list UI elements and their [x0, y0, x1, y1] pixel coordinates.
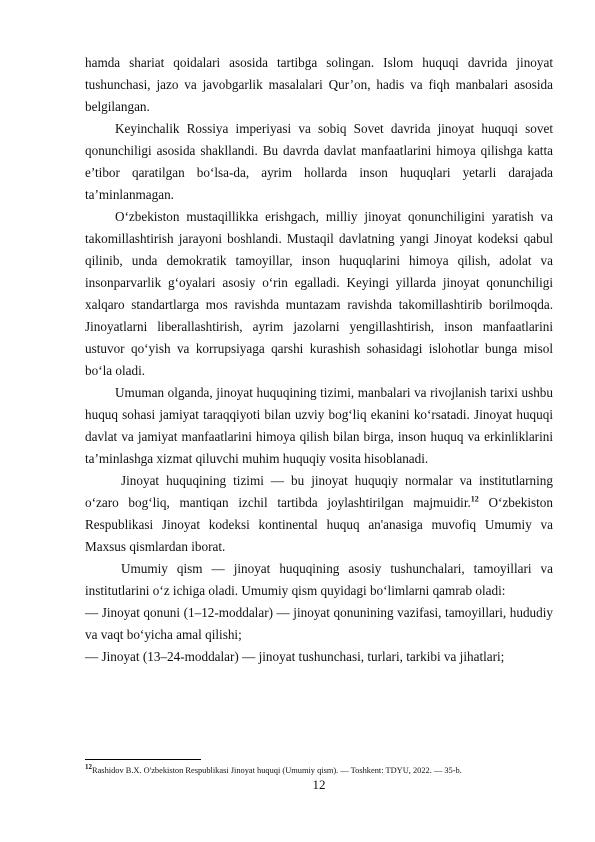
list-item: — Jinoyat (13–24-moddalar) — jinoyat tushunchasi, turlari, tarkibi va jihatlari; — [85, 649, 505, 664]
footnote — [85, 761, 555, 777]
paragraph-5-text: Jinoyat huquqining tizimi — bu jinoyat huquqiy normalar va institutlarning o‘zaro bog‘liq, mantiqan izchil tartibda joylashtirilgan majmuidir. — [85, 473, 553, 510]
paragraph-5-text-cont: O‘zbekiston Respublikasi Jinoyat kodeksi kontinental huquq an'anasiga muvofiq Umumiy va Maxsus qismlardan iborat. — [85, 495, 553, 554]
paragraph-5 — [85, 470, 553, 558]
footnote-divider — [85, 759, 201, 760]
footnote-text: Rashidov B.X. O'zbekiston Respublikasi Jinoyat huquqi (Umumiy qism). — Toshkent: TDYU, 2022. — 35-b. — [92, 765, 462, 775]
footnote-reference[interactable]: 12 — [470, 494, 479, 504]
page-number: 12 — [312, 777, 326, 792]
paragraph-6: Umumiy qism — jinoyat huquqining asosiy tushunchalari, tamoyillari va institutlarini o‘z ichiga oladi. Umumiy qism quyidagi bo‘limlarni qamrab oladi: — [85, 561, 553, 598]
list-item: — Jinoyat qonuni (1–12-moddalar) — jinoyat qonunining vazifasi, tamoyillari, hududiy va vaqt bo‘yicha amal qilishi; — [85, 605, 553, 642]
paragraph-2: Keyinchalik Rossiya imperiyasi va sobiq Sovet davrida jinoyat huquqi sovet qonunchiligi asosida shakllandi. Bu davrda davlat manfaatlarini himoya qilishga katta e’tibor qaratilgan bo‘lsa-da, ayrim hollarda inson huquqlari yetarli darajada ta’minlanmagan. — [85, 121, 553, 202]
page-body — [85, 52, 553, 668]
paragraph-3: O‘zbekiston mustaqillikka erishgach, milliy jinoyat qonunchiligini yaratish va takomillashtirish jarayoni boshlandi. Mustaqil davlatning yangi Jinoyat kodeksi qabul qilinib, unda demokratik tamoyillar, inson huquqlarini himoya qilish, adolat va insonparvarlik g‘oyalari asosiy o‘rin egalladi. Keyingi yillarda jinoyat qonunchiligi xalqaro standartlarga mos ravishda muntazam ravishda takomillashtirib borilmoqda. Jinoyatlarni liberallashtirish, ayrim jazolarni yengillashtirish, inson manfaatlarini ustuvor qo‘yish va korrupsiyaga qarshi kurashish sohasidagi islohotlar bunga misol bo‘la oladi. — [85, 209, 553, 378]
footnote-marker: 12 — [85, 763, 92, 771]
paragraph-1: hamda shariat qoidalari asosida tartibga solingan. Islom huquqi davrida jinoyat tushunchasi, jazo va javobgarlik masalalari Qur’on, hadis va fiqh manbalari asosida belgilangan. — [85, 55, 553, 114]
paragraph-4: Umuman olganda, jinoyat huquqining tizimi, manbalari va rivojlanish tarixi ushbu huquq sohasi jamiyat taraqqiyoti bilan uzviy bog‘liq ekanini ko‘rsatadi. Jinoyat huquqi davlat va jamiyat manfaatlarini himoya qilish bilan birga, inson huquq va erkinliklarini ta’minlashga xizmat qiluvchi muhim huquqiy vosita hisoblanadi. — [85, 385, 553, 466]
